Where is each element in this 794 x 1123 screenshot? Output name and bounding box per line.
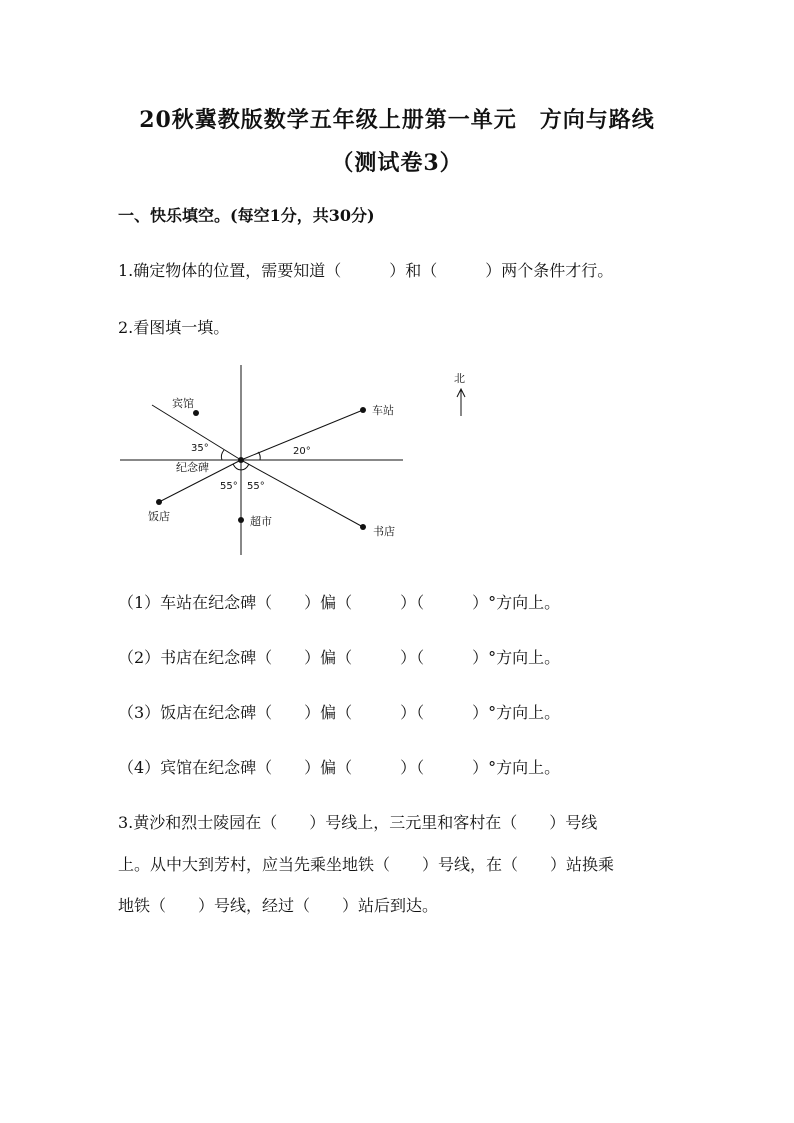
point-binguan (193, 410, 199, 416)
angle-arc-55-left (233, 464, 241, 470)
point-chaoshi (238, 517, 244, 523)
point-center (238, 457, 244, 463)
north-label: 北 (454, 372, 465, 385)
sub-question-3: （3）饭店在纪念碑（ ）偏（ ）（ ）°方向上。 (118, 703, 561, 722)
question-3-line-2: 上。从中大到芳村，应当先乘坐地铁（ ）号线，在（ ）站换乘 (118, 855, 615, 874)
question-3-line-3: 地铁（ ）号线，经过（ ）站后到达。 (118, 896, 439, 915)
sub-question-2: （2）书店在纪念碑（ ）偏（ ）（ ）°方向上。 (118, 648, 561, 667)
label-binguan: 宾馆 (172, 397, 194, 410)
section-heading: 一、快乐填空。(每空1分，共30分) (118, 206, 375, 225)
sub-question-4: （4）宾馆在纪念碑（ ）偏（ ）（ ）°方向上。 (118, 758, 561, 777)
point-shudian (360, 524, 366, 530)
angle-label-20: 20° (293, 446, 311, 457)
question-1: 1.确定物体的位置，需要知道（ ）和（ ）两个条件才行。 (118, 261, 614, 280)
angle-label-35: 35° (191, 443, 209, 454)
label-shudian: 书店 (373, 525, 395, 538)
label-chezhan: 车站 (372, 404, 394, 417)
question-2: 2.看图填一填。 (118, 318, 230, 337)
angle-arc-35 (221, 450, 224, 460)
point-fandian (156, 499, 162, 505)
direction-diagram (110, 360, 465, 560)
document-subtitle: （测试卷3） (331, 150, 463, 176)
point-chezhan (360, 407, 366, 413)
angle-label-55-left: 55° (220, 481, 238, 492)
label-center: 纪念碑 (176, 461, 209, 474)
label-fandian: 饭店 (148, 510, 170, 523)
document-title: 20秋冀教版数学五年级上册第一单元 方向与路线 (139, 107, 655, 133)
sub-question-1: （1）车站在纪念碑（ ）偏（ ）（ ）°方向上。 (118, 593, 561, 612)
label-chaoshi: 超市 (250, 515, 272, 528)
angle-label-55-right: 55° (247, 481, 265, 492)
question-3-line-1: 3.黄沙和烈士陵园在（ ）号线上，三元里和客村在（ ）号线 (118, 813, 598, 832)
angle-arc-55-right (241, 464, 249, 470)
